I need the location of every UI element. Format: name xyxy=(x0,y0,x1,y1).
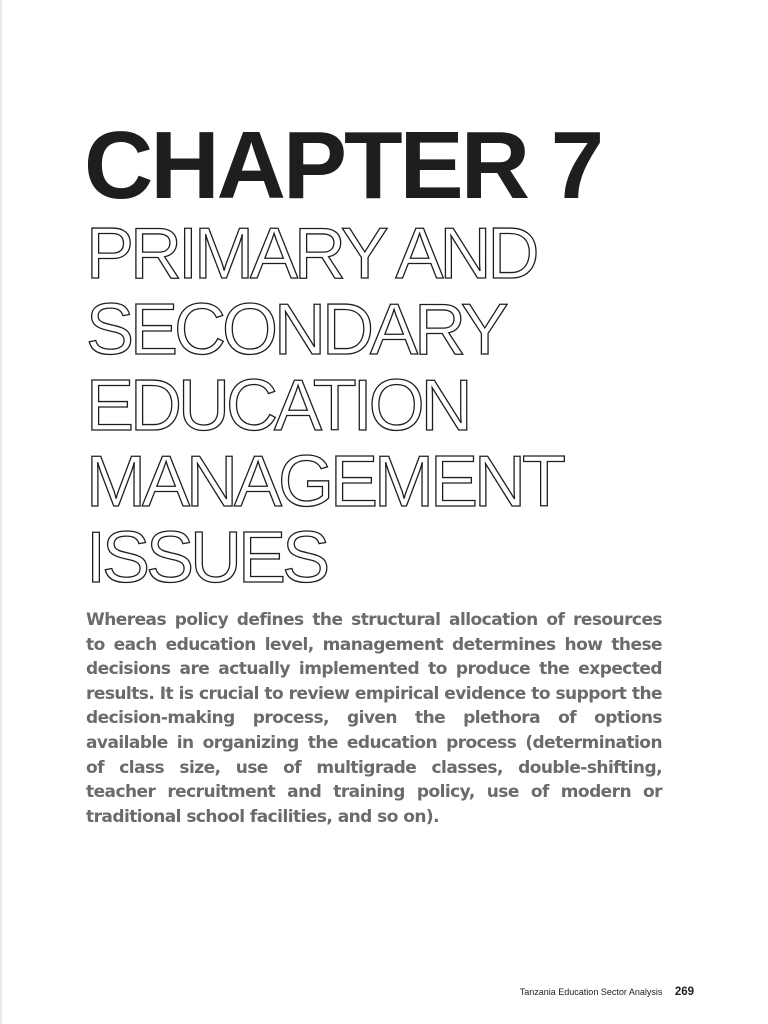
chapter-title-line: PRIMARY AND xyxy=(86,214,536,294)
chapter-label: CHAPTER 7 xyxy=(84,112,602,219)
chapter-title-line: MANAGEMENT xyxy=(86,442,563,522)
publication-title: Tanzania Education Sector Analysis xyxy=(519,987,663,997)
chapter-title-line: EDUCATION xyxy=(86,366,469,446)
chapter-title-line: ISSUES xyxy=(86,518,327,598)
chapter-title xyxy=(86,216,562,596)
page-edge-shadow xyxy=(0,0,2,1024)
chapter-title-line: SECONDARY xyxy=(86,290,505,370)
chapter-intro-paragraph: Whereas policy defines the structural allocation of resources to each education level, management determines how these decisions are actually implemented to produce the expected results. It is crucial to review empirical evidence to support the decision-making process, given the plethora of options available in organizing the education process (determination of class size, use of multigrade classes, double-shifting, teacher recruitment and training policy, use of modern or traditional school facilities, and so on). xyxy=(86,610,662,827)
page-number: 269 xyxy=(674,986,694,998)
page-footer xyxy=(520,982,694,1000)
